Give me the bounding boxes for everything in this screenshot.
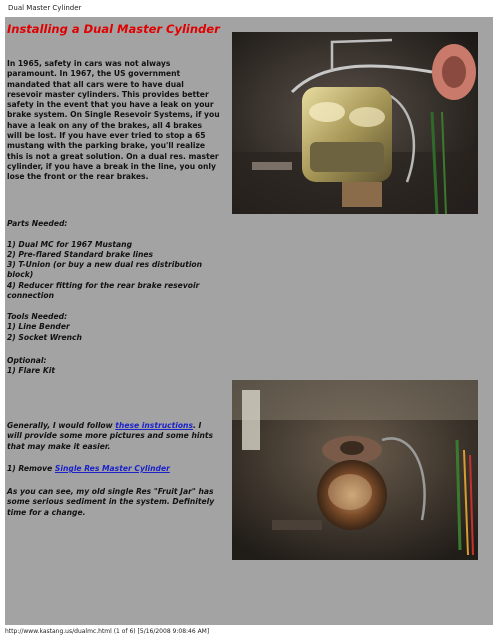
intro-line: will be lost. If you have ever tried to stop a 65: [7, 131, 206, 141]
observation-line: As you can see, my old single Res "Fruit Jar" has: [7, 487, 214, 496]
optional-heading: Optional:: [7, 356, 47, 365]
single-reservoir-removed-photo: [232, 380, 478, 560]
observation-line: time for a change.: [7, 507, 86, 517]
these-instructions-link[interactable]: these instructions: [115, 421, 193, 430]
parts-item: connection: [7, 291, 55, 301]
instructions-line: that may make it easier.: [7, 441, 111, 451]
step1-prefix: 1) Remove: [7, 464, 55, 473]
intro-line: have a leak on any of the brakes, all 4 brakes: [7, 120, 203, 130]
tools-needed-section: [7, 312, 219, 343]
parts-item: 3) T-Union (or buy a new dual res distribution: [7, 260, 203, 270]
tools-heading: Tools Needed:: [7, 312, 68, 321]
instructions-prefix: Generally, I would follow: [7, 421, 116, 430]
intro-line: cylinder, if you have a break in the line, you only: [7, 161, 216, 171]
parts-heading: Parts Needed:: [7, 219, 68, 228]
tools-item: 1) Line Bender: [7, 322, 70, 332]
page-title: Installing a Dual Master Cylinder: [7, 22, 220, 36]
dual-master-cylinder-photo: [232, 32, 478, 214]
parts-item: block): [7, 270, 34, 280]
optional-item: 1) Flare Kit: [7, 366, 55, 376]
page-footer: http://www.kastang.us/dualmc.html (1 of 6) [5/16/2008 9:08:46 AM]: [5, 628, 210, 635]
parts-item: 4) Reducer fitting for the rear brake resevoir: [7, 280, 200, 290]
single-res-master-cylinder-link[interactable]: Single Res Master Cylinder: [54, 464, 170, 473]
observation-line: some serious sediment in the system. Definitely: [7, 497, 215, 507]
page-header: Dual Master Cylinder: [8, 4, 82, 12]
instructions-paragraph: [7, 421, 219, 452]
intro-paragraph: [7, 59, 219, 183]
tools-item: 2) Socket Wrench: [7, 332, 82, 342]
intro-line: lose the front or the rear brakes.: [7, 172, 149, 182]
parts-needed-section: [7, 219, 219, 301]
optional-section: [7, 356, 219, 377]
intro-line: resevoir master cylinders. This provides better: [7, 89, 209, 99]
intro-line: paramount. In 1967, the US government: [7, 69, 181, 79]
instructions-suffix: . I: [193, 421, 202, 430]
intro-line: brake system. On Single Resevoir Systems, if you: [7, 110, 220, 120]
parts-item: 1) Dual MC for 1967 Mustang: [7, 239, 133, 249]
intro-line: mustang with the parking brake, you'll realize: [7, 141, 206, 151]
intro-line: safety in the event that you have a leak on your: [7, 100, 214, 110]
parts-item: 2) Pre-flared Standard brake lines: [7, 249, 154, 259]
intro-line: this is not a great solution. On a dual res. master: [7, 151, 219, 161]
intro-line: In 1965, safety in cars was not always: [7, 59, 171, 68]
step1-line: [7, 464, 219, 474]
intro-line: mandated that all cars were to have dual: [7, 79, 184, 89]
instructions-line: will provide some more pictures and some hints: [7, 431, 214, 441]
content-panel: [5, 17, 493, 625]
observation-paragraph: [7, 487, 219, 518]
